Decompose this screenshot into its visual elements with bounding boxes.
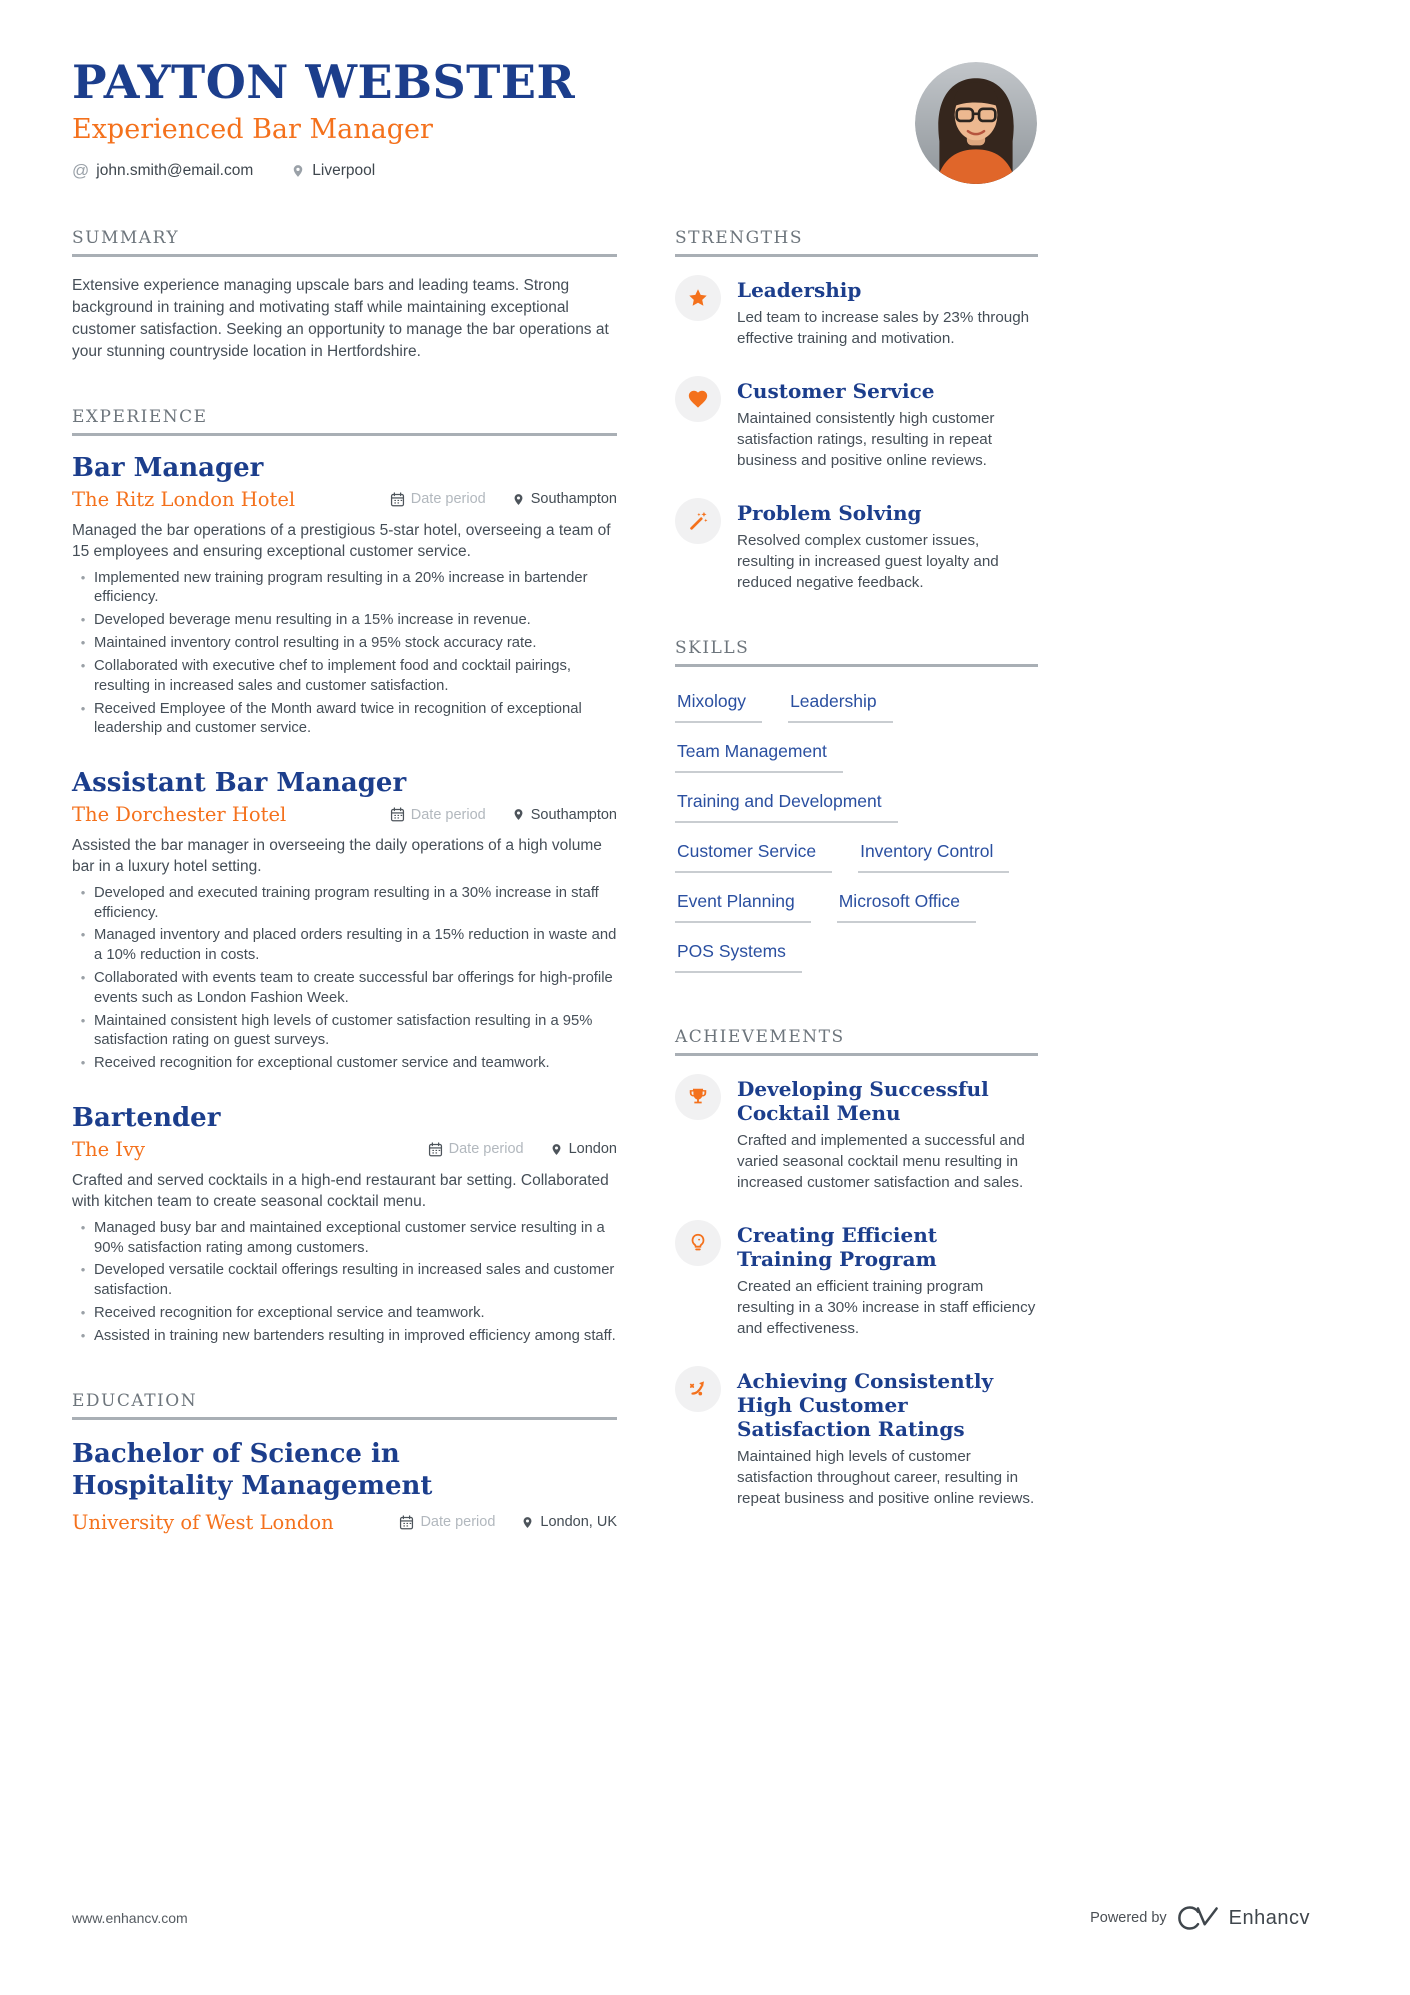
- trajectory-icon: [675, 1366, 721, 1412]
- skill-tag: Training and Development: [675, 791, 898, 823]
- achievements-header: ACHIEVEMENTS: [675, 1027, 1038, 1056]
- job-bullet: • Collaborated with events team to create successful bar offerings for high-profile events such as London Fashion Week.: [80, 970, 613, 1006]
- skill-tag: Leadership: [788, 691, 893, 723]
- enhancv-wordmark: Enhancv: [1228, 1906, 1310, 1929]
- achievement-title: Developing Successful Cocktail Menu: [737, 1076, 989, 1125]
- skill-tag: Event Planning: [675, 891, 811, 923]
- achievement-title: Creating Efficient Training Program: [737, 1222, 937, 1271]
- skill-tag: Mixology: [675, 691, 762, 723]
- job-bullet: • Developed beverage menu resulting in a 15% increase in revenue.: [80, 612, 531, 629]
- degree-title: Bachelor of Science in Hospitality Management: [72, 1438, 433, 1502]
- strength-item: [675, 275, 1038, 350]
- header-text-block: [72, 55, 576, 184]
- job-bullet: • Developed and executed training program resulting in a 30% increase in staff efficiency.: [80, 884, 599, 921]
- job-description: Assisted the bar manager in overseeing the daily operations of a high volume bar in a luxury hotel setting.: [72, 837, 602, 876]
- strength-text: Resolved complex customer issues, resulting in increased guest loyalty and reduced negative feedback.: [737, 531, 999, 591]
- job-description: Managed the bar operations of a prestigious 5-star hotel, overseeing a team of 15 employees and ensuring exceptional customer service.: [72, 521, 611, 561]
- lightbulb-icon: [675, 1220, 721, 1266]
- candidate-title: Experienced Bar Manager: [72, 114, 433, 146]
- calendar-icon: [399, 1515, 414, 1530]
- job-date: Date period: [390, 807, 486, 823]
- strengths-section: [675, 228, 1038, 594]
- experience-header: EXPERIENCE: [72, 407, 617, 436]
- education-location: London, UK: [521, 1514, 617, 1530]
- location-text: Liverpool: [312, 162, 376, 180]
- strength-title: Problem Solving: [737, 500, 922, 525]
- job-bullet: • Received Employee of the Month award twice in recognition of exceptional leadership and customer service.: [80, 700, 582, 737]
- email-text: john.smith@email.com: [96, 162, 254, 180]
- contact-row: [72, 161, 575, 181]
- powered-by-label: Powered by: [1090, 1910, 1167, 1926]
- job-location: Southampton: [512, 807, 617, 823]
- achievement-item: [675, 1074, 1038, 1194]
- job-bullet: • Developed versatile cocktail offerings resulting in increased sales and customer satisfaction.: [80, 1262, 615, 1299]
- education-section: [72, 1391, 617, 1534]
- skill-tag: Team Management: [675, 741, 843, 773]
- job-date: Date period: [390, 491, 486, 507]
- strength-text: Led team to increase sales by 23% through effective training and motivation.: [737, 309, 1030, 347]
- job-entry: [72, 1104, 617, 1347]
- skill-tag: Microsoft Office: [837, 891, 976, 923]
- skill-tag: Inventory Control: [858, 841, 1009, 873]
- job-description: Crafted and served cocktails in a high-end restaurant bar setting. Collaborated with kitchen team to create seasonal cocktail menu.: [72, 1171, 609, 1211]
- candidate-name: PAYTON WEBSTER: [72, 55, 576, 109]
- calendar-icon: [428, 1142, 443, 1157]
- calendar-icon: [390, 807, 405, 822]
- location-pin-icon: [512, 807, 525, 822]
- skill-tag: POS Systems: [675, 941, 802, 973]
- profile-photo: [915, 62, 1037, 184]
- summary-section: [72, 228, 617, 363]
- job-bullet: • Collaborated with executive chef to implement food and cocktail pairings, resulting in increased sales and customer satisfaction.: [80, 657, 572, 694]
- achievement-title: Achieving Consistently High Customer Satisfaction Ratings: [737, 1368, 994, 1441]
- achievement-text: Maintained high levels of customer satisfaction throughout career, resulting in repeat business and positive online reviews.: [737, 1447, 1035, 1507]
- footer-url[interactable]: www.enhancv.com: [72, 1910, 188, 1926]
- skills-section: [675, 638, 1038, 973]
- strength-text: Maintained consistently high customer satisfaction ratings, resulting in repeat business and positive online reviews.: [737, 409, 995, 469]
- achievement-item: [675, 1366, 1038, 1510]
- strength-item: [675, 498, 1038, 594]
- resume-header: [72, 55, 1037, 184]
- job-title: Bar Manager: [72, 453, 264, 483]
- strength-item: [675, 376, 1038, 472]
- calendar-icon: [390, 492, 405, 507]
- skills-header: SKILLS: [675, 638, 1038, 667]
- achievement-text: Created an efficient training program resulting in a 30% increase in staff efficiency and effectiveness.: [737, 1277, 1036, 1337]
- education-header: EDUCATION: [72, 1391, 617, 1420]
- achievements-section: [675, 1027, 1038, 1510]
- achievement-item: [675, 1220, 1038, 1340]
- job-date: Date period: [428, 1141, 524, 1157]
- skill-tag: Customer Service: [675, 841, 832, 873]
- job-company: The Dorchester Hotel: [72, 803, 287, 827]
- enhancv-logo-icon: [1177, 1905, 1219, 1931]
- job-bullet: • Implemented new training program resulting in a 20% increase in bartender efficiency.: [80, 569, 588, 606]
- contact-email[interactable]: [72, 161, 253, 181]
- job-entry: [72, 769, 617, 1074]
- strength-title: Customer Service: [737, 378, 935, 403]
- job-bullet: • Received recognition for exceptional service and teamwork.: [80, 1304, 485, 1321]
- job-location: London: [550, 1141, 617, 1157]
- strength-title: Leadership: [737, 278, 862, 302]
- job-bullet: • Assisted in training new bartenders resulting in improved efficiency among staff.: [80, 1327, 616, 1344]
- star-icon: [675, 275, 721, 321]
- experience-section: [72, 407, 617, 1347]
- job-bullet: • Maintained consistent high levels of customer satisfaction resulting in a 95% satisfaction rating on guest surveys.: [80, 1012, 593, 1049]
- heart-icon: [675, 376, 721, 422]
- strengths-header: STRENGTHS: [675, 228, 1038, 257]
- job-bullet: • Managed busy bar and maintained exceptional customer service resulting in a 90% satisfaction rating among customers.: [80, 1219, 605, 1256]
- location-pin-icon: [512, 492, 525, 507]
- job-location: Southampton: [512, 491, 617, 507]
- job-bullet: • Maintained inventory control resulting in a 95% stock accuracy rate.: [80, 635, 537, 652]
- job-company: The Ivy: [72, 1137, 146, 1161]
- achievement-text: Crafted and implemented a successful and varied seasonal cocktail menu resulting in increased customer satisfaction and sales.: [737, 1131, 1025, 1191]
- magic-wand-icon: [675, 498, 721, 544]
- summary-header: SUMMARY: [72, 228, 617, 257]
- school-name: University of West London: [72, 1510, 334, 1534]
- job-bullet: • Managed inventory and placed orders resulting in a 15% reduction in waste and a 10% reduction in costs.: [80, 927, 617, 964]
- page-footer: [72, 1905, 1310, 1931]
- trophy-icon: [675, 1074, 721, 1120]
- contact-location: [291, 162, 375, 180]
- job-title: Bartender: [72, 1103, 221, 1134]
- job-title: Assistant Bar Manager: [72, 768, 407, 799]
- job-entry: [72, 454, 617, 739]
- location-pin-icon: [291, 163, 305, 179]
- summary-text: Extensive experience managing upscale bars and leading teams. Strong background in training and motivating staff while maintaining exceptional customer satisfaction. Seeking an opportunity to manage the bar operations at your stunning countryside location in Hertfordshire.: [72, 277, 609, 360]
- location-pin-icon: [521, 1515, 534, 1530]
- job-company: The Ritz London Hotel: [72, 487, 296, 511]
- at-icon: @: [72, 161, 90, 181]
- location-pin-icon: [550, 1142, 563, 1157]
- education-date: Date period: [399, 1514, 495, 1530]
- powered-by-group: [1090, 1905, 1310, 1931]
- job-bullet: • Received recognition for exceptional customer service and teamwork.: [80, 1055, 550, 1072]
- avatar-illustration: [915, 62, 1037, 184]
- skills-list: [675, 685, 1038, 973]
